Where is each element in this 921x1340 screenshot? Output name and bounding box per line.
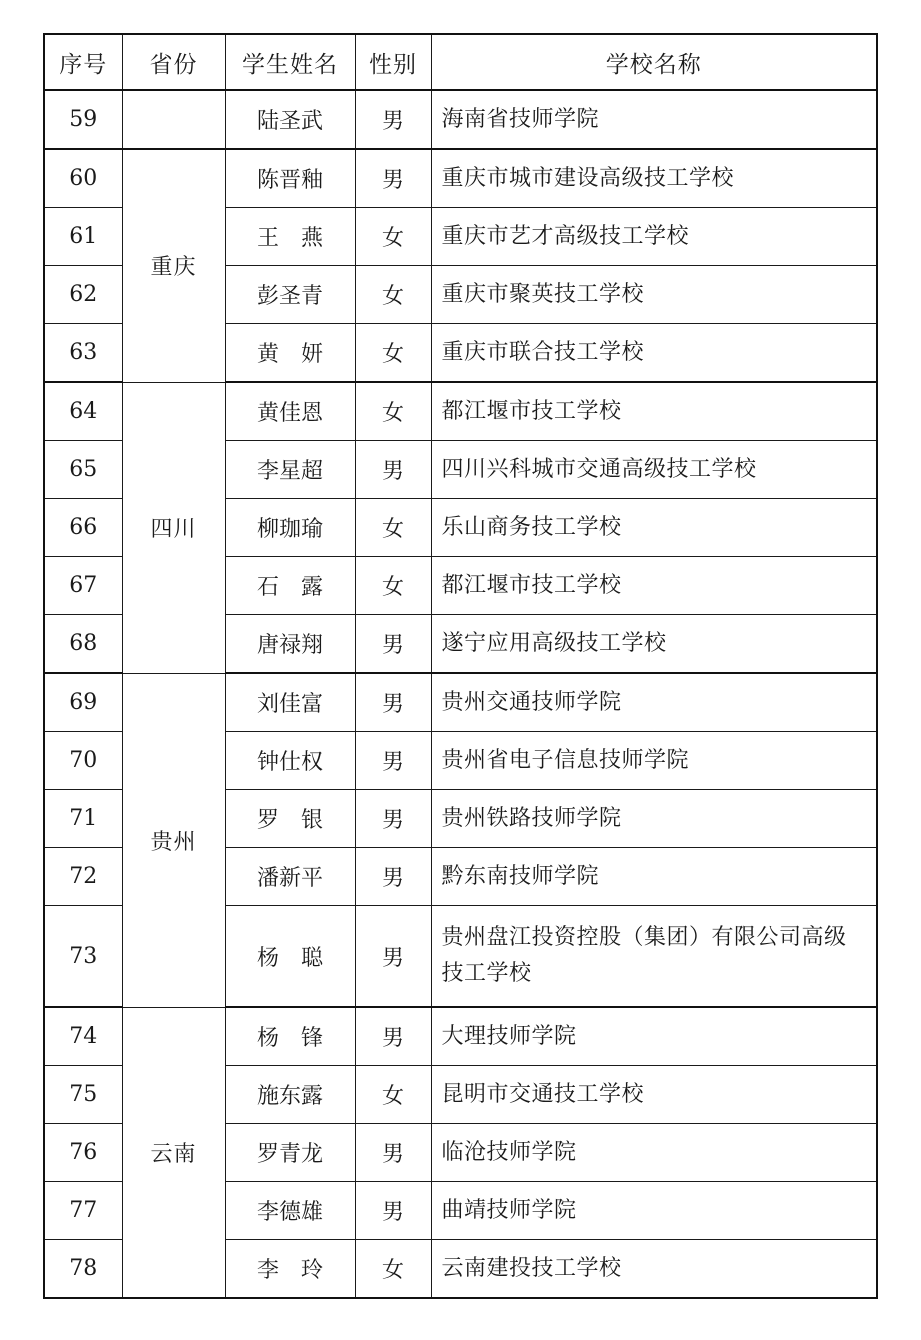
cell-student-name: 杨 聪 [225, 906, 355, 1008]
column-header-index: 序号 [44, 34, 122, 90]
table-header-row [44, 34, 877, 90]
cell-index: 61 [44, 208, 122, 266]
cell-school-name: 贵州省电子信息技师学院 [431, 732, 877, 790]
cell-student-name: 李 玲 [225, 1240, 355, 1299]
cell-student-name: 杨 锋 [225, 1007, 355, 1066]
cell-index: 69 [44, 673, 122, 732]
cell-gender: 女 [355, 324, 431, 383]
table-header [44, 34, 877, 90]
cell-index: 70 [44, 732, 122, 790]
cell-student-name: 彭圣青 [225, 266, 355, 324]
cell-school-name: 云南建投技工学校 [431, 1240, 877, 1299]
cell-gender: 女 [355, 266, 431, 324]
cell-province: 贵州 [122, 673, 225, 1007]
cell-province: 云南 [122, 1007, 225, 1298]
cell-index: 73 [44, 906, 122, 1008]
cell-school-name: 贵州铁路技师学院 [431, 790, 877, 848]
cell-index: 74 [44, 1007, 122, 1066]
table-row [44, 673, 877, 732]
table-row [44, 149, 877, 208]
table-body [44, 90, 877, 1298]
cell-index: 77 [44, 1182, 122, 1240]
cell-student-name: 刘佳富 [225, 673, 355, 732]
cell-gender: 女 [355, 499, 431, 557]
cell-student-name: 陆圣武 [225, 90, 355, 149]
cell-student-name: 黄 妍 [225, 324, 355, 383]
cell-gender: 男 [355, 615, 431, 674]
cell-province [122, 90, 225, 149]
cell-gender: 女 [355, 208, 431, 266]
cell-student-name: 陈晋釉 [225, 149, 355, 208]
cell-school-name: 大理技师学院 [431, 1007, 877, 1066]
cell-student-name: 罗 银 [225, 790, 355, 848]
cell-school-name: 乐山商务技工学校 [431, 499, 877, 557]
cell-index: 66 [44, 499, 122, 557]
column-header-school-name: 学校名称 [431, 34, 877, 90]
cell-gender: 男 [355, 90, 431, 149]
cell-school-name: 都江堰市技工学校 [431, 382, 877, 441]
cell-school-name: 海南省技师学院 [431, 90, 877, 149]
cell-school-name: 昆明市交通技工学校 [431, 1066, 877, 1124]
cell-school-name: 四川兴科城市交通高级技工学校 [431, 441, 877, 499]
cell-student-name: 钟仕权 [225, 732, 355, 790]
roster-table [43, 33, 878, 1299]
cell-gender: 男 [355, 906, 431, 1008]
cell-gender: 男 [355, 790, 431, 848]
column-header-student-name: 学生姓名 [225, 34, 355, 90]
cell-gender: 女 [355, 1066, 431, 1124]
cell-gender: 男 [355, 673, 431, 732]
cell-index: 64 [44, 382, 122, 441]
cell-student-name: 石 露 [225, 557, 355, 615]
cell-index: 78 [44, 1240, 122, 1299]
cell-index: 65 [44, 441, 122, 499]
cell-school-name: 曲靖技师学院 [431, 1182, 877, 1240]
cell-school-name: 重庆市聚英技工学校 [431, 266, 877, 324]
cell-index: 59 [44, 90, 122, 149]
cell-index: 72 [44, 848, 122, 906]
cell-index: 71 [44, 790, 122, 848]
cell-gender: 男 [355, 732, 431, 790]
cell-school-name: 贵州盘江投资控股（集团）有限公司高级技工学校 [431, 906, 877, 1008]
cell-student-name: 李德雄 [225, 1182, 355, 1240]
cell-school-name: 遂宁应用高级技工学校 [431, 615, 877, 674]
cell-index: 62 [44, 266, 122, 324]
cell-gender: 男 [355, 1124, 431, 1182]
cell-index: 68 [44, 615, 122, 674]
roster-table-container [43, 33, 876, 1299]
cell-index: 67 [44, 557, 122, 615]
cell-school-name: 临沧技师学院 [431, 1124, 877, 1182]
cell-school-name: 都江堰市技工学校 [431, 557, 877, 615]
cell-gender: 男 [355, 149, 431, 208]
cell-index: 76 [44, 1124, 122, 1182]
cell-school-name: 贵州交通技师学院 [431, 673, 877, 732]
table-row [44, 382, 877, 441]
cell-gender: 女 [355, 1240, 431, 1299]
cell-index: 60 [44, 149, 122, 208]
cell-student-name: 黄佳恩 [225, 382, 355, 441]
cell-province: 重庆 [122, 149, 225, 382]
table-row [44, 1007, 877, 1066]
cell-index: 75 [44, 1066, 122, 1124]
cell-gender: 男 [355, 441, 431, 499]
cell-student-name: 李星超 [225, 441, 355, 499]
cell-school-name: 重庆市城市建设高级技工学校 [431, 149, 877, 208]
column-header-gender: 性别 [355, 34, 431, 90]
cell-gender: 男 [355, 1182, 431, 1240]
cell-school-name: 黔东南技师学院 [431, 848, 877, 906]
cell-student-name: 潘新平 [225, 848, 355, 906]
cell-gender: 男 [355, 848, 431, 906]
cell-student-name: 施东露 [225, 1066, 355, 1124]
cell-student-name: 罗青龙 [225, 1124, 355, 1182]
cell-province: 四川 [122, 382, 225, 673]
cell-student-name: 柳珈瑜 [225, 499, 355, 557]
cell-school-name: 重庆市艺才高级技工学校 [431, 208, 877, 266]
cell-gender: 女 [355, 382, 431, 441]
cell-school-name: 重庆市联合技工学校 [431, 324, 877, 383]
cell-student-name: 王 燕 [225, 208, 355, 266]
cell-student-name: 唐禄翔 [225, 615, 355, 674]
table-row [44, 90, 877, 149]
cell-index: 63 [44, 324, 122, 383]
cell-gender: 男 [355, 1007, 431, 1066]
column-header-province: 省份 [122, 34, 225, 90]
cell-gender: 女 [355, 557, 431, 615]
